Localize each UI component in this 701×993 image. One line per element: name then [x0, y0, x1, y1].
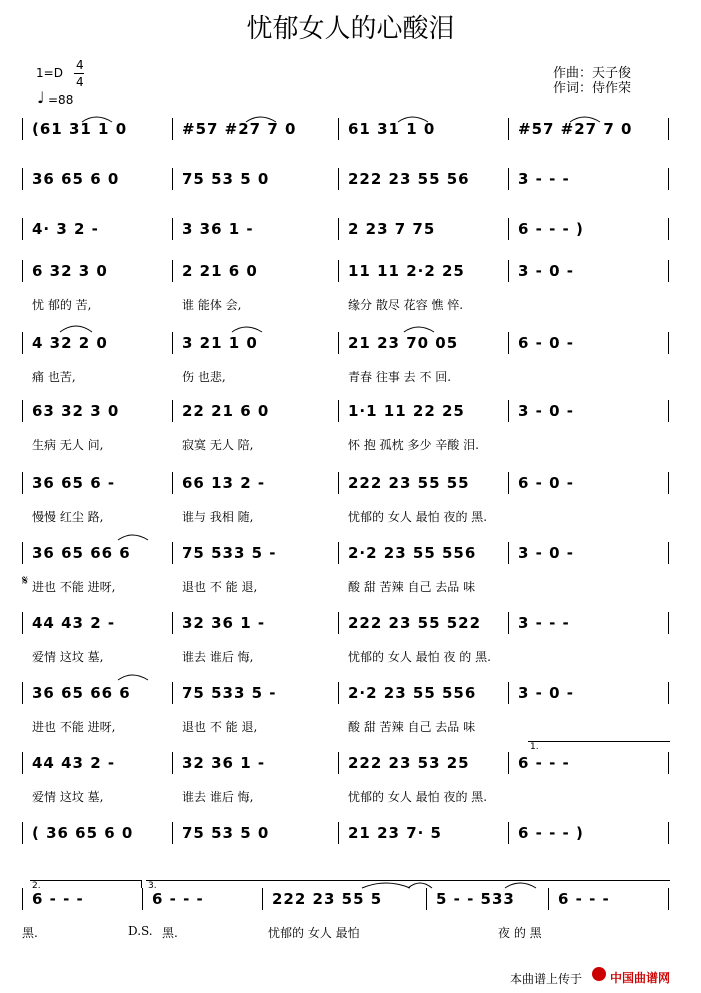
segno-icon: 𝄋 — [22, 573, 29, 589]
page-title: 忧郁女人的心酸泪 — [246, 14, 455, 44]
measure-notes: 63 32 3 0 — [32, 402, 120, 420]
lyric-line: 怀 抱 孤枕 多少 辛酸 泪. — [348, 438, 479, 452]
measure-notes: 6 - - - ) — [518, 824, 584, 842]
volta-label-1: 1. — [530, 742, 539, 752]
measure-notes: 6 - - - — [32, 890, 84, 908]
lyric-line: 生病 无人 问, — [32, 438, 104, 452]
lyric-line: 缘分 散尽 花容 憔 悴. — [348, 298, 464, 312]
footer-text: 本曲谱上传于 — [510, 972, 583, 986]
measure-notes: 6 - - - — [152, 890, 204, 908]
lyric-line: 谁去 谁后 悔, — [182, 790, 254, 804]
measure-notes: 5 - - 533 — [436, 890, 515, 908]
measure-notes: 4 32 2 0 — [32, 334, 108, 352]
measure-notes: 75 53 5 0 — [182, 170, 270, 188]
quarter-note-icon: ♩ — [37, 88, 45, 107]
measure-notes: 222 23 53 25 — [348, 754, 470, 772]
lyric-line: 忧郁的 女人 最怕 夜的 黑. — [348, 510, 488, 524]
measure-notes: 6 - - - ) — [518, 220, 584, 238]
time-signature-bottom: 4 — [76, 75, 84, 89]
lyric-line: 青春 往事 去 不 回. — [348, 370, 452, 384]
lyric-line: 忧郁的 女人 最怕 — [268, 926, 360, 940]
time-signature-top: 4 — [76, 58, 84, 72]
lyric-line: 忧郁的 女人 最怕 夜 的 黑. — [348, 650, 491, 664]
lyric-line: 退也 不 能 退, — [182, 580, 258, 594]
lyric-line: 进也 不能 进呀, — [32, 580, 116, 594]
measure-notes: ( 36 65 6 0 — [32, 824, 134, 842]
measure-notes: 66 13 2 - — [182, 474, 266, 492]
lyric-line: 夜 的 黑 — [498, 926, 542, 940]
measure-notes: 21 23 7· 5 — [348, 824, 442, 842]
measure-notes: 2 21 6 0 — [182, 262, 258, 280]
measure-notes: 22 21 6 0 — [182, 402, 270, 420]
measure-notes: 3 36 1 - — [182, 220, 254, 238]
measure-notes: 3 21 1 0 — [182, 334, 258, 352]
measure-notes: 6 - - - — [518, 754, 570, 772]
lyric-line: 忧郁的 女人 最怕 夜的 黑. — [348, 790, 488, 804]
lyric-line: D.S. — [128, 924, 153, 938]
measure-notes: 222 23 55 5 — [272, 890, 383, 908]
lyric-line: 进也 不能 进呀, — [32, 720, 116, 734]
tempo: =88 — [48, 93, 74, 107]
lyric-line: 爱情 这坟 墓, — [32, 650, 104, 664]
measure-notes: 6 - 0 - — [518, 334, 574, 352]
composer-credit: 作曲：天子俊 — [553, 66, 632, 81]
measure-notes: 222 23 55 55 — [348, 474, 470, 492]
lyric-line: 酸 甜 苦辣 自己 去品 味 — [348, 580, 476, 594]
lyric-line: 寂寞 无人 陪, — [182, 438, 254, 452]
measure-notes: 36 65 66 6 — [32, 544, 131, 562]
volta-label-3: 3. — [148, 881, 157, 891]
site-logo-text: 中国曲谱网 — [610, 971, 671, 985]
measure-notes: 222 23 55 522 — [348, 614, 482, 632]
measure-notes: 2 23 7 75 — [348, 220, 436, 238]
lyric-line: 酸 甜 苦辣 自己 去品 味 — [348, 720, 476, 734]
measure-notes: 32 36 1 - — [182, 614, 266, 632]
measure-notes: 44 43 2 - — [32, 614, 116, 632]
measure-notes: 6 - 0 - — [518, 474, 574, 492]
measure-notes: #57 #27 7 0 — [182, 120, 297, 138]
measure-notes: 3 - 0 - — [518, 402, 574, 420]
measure-notes: (61 31 1 0 — [32, 120, 128, 138]
measure-notes: 222 23 55 56 — [348, 170, 470, 188]
lyric-line: 爱情 这坟 墓, — [32, 790, 104, 804]
measure-notes: 11 11 2·2 25 — [348, 262, 465, 280]
measure-notes: 61 31 1 0 — [348, 120, 436, 138]
measure-notes: 3 - - - — [518, 614, 570, 632]
lyric-line: 退也 不 能 退, — [182, 720, 258, 734]
measure-notes: 36 65 66 6 — [32, 684, 131, 702]
measure-notes: 3 - 0 - — [518, 262, 574, 280]
measure-notes: 2·2 23 55 556 — [348, 684, 477, 702]
lyric-line: 痛 也苦, — [32, 370, 76, 384]
lyric-line: 忧 郁的 苦, — [32, 298, 92, 312]
measure-notes: 36 65 6 - — [32, 474, 116, 492]
measure-notes: 75 533 5 - — [182, 684, 277, 702]
measure-notes: 36 65 6 0 — [32, 170, 120, 188]
lyricist-credit: 作词：侍作荣 — [553, 81, 632, 96]
lyric-line: 谁与 我相 随, — [182, 510, 254, 524]
measure-notes: 1·1 11 22 25 — [348, 402, 465, 420]
lyric-line: 黑. — [162, 926, 178, 940]
measure-notes: 32 36 1 - — [182, 754, 266, 772]
lyric-line: 谁去 谁后 悔, — [182, 650, 254, 664]
lyric-line: 谁 能体 会, — [182, 298, 242, 312]
measure-notes: 3 - - - — [518, 170, 570, 188]
measure-notes: 75 533 5 - — [182, 544, 277, 562]
measure-notes: 6 - - - — [558, 890, 610, 908]
measure-notes: 6 32 3 0 — [32, 262, 108, 280]
measure-notes: 21 23 70 05 — [348, 334, 459, 352]
measure-notes: #57 #27 7 0 — [518, 120, 633, 138]
measure-notes: 3 - 0 - — [518, 684, 574, 702]
lyric-line: 黑. — [22, 926, 38, 940]
measure-notes: 75 53 5 0 — [182, 824, 270, 842]
key-signature: 1=D — [36, 66, 63, 80]
measure-notes: 4· 3 2 - — [32, 220, 99, 238]
lyric-line: 伤 也悲, — [182, 370, 226, 384]
measure-notes: 44 43 2 - — [32, 754, 116, 772]
measure-notes: 3 - 0 - — [518, 544, 574, 562]
volta-label-2: 2. — [32, 881, 41, 891]
measure-notes: 2·2 23 55 556 — [348, 544, 477, 562]
lyric-line: 慢慢 红尘 路, — [32, 510, 104, 524]
